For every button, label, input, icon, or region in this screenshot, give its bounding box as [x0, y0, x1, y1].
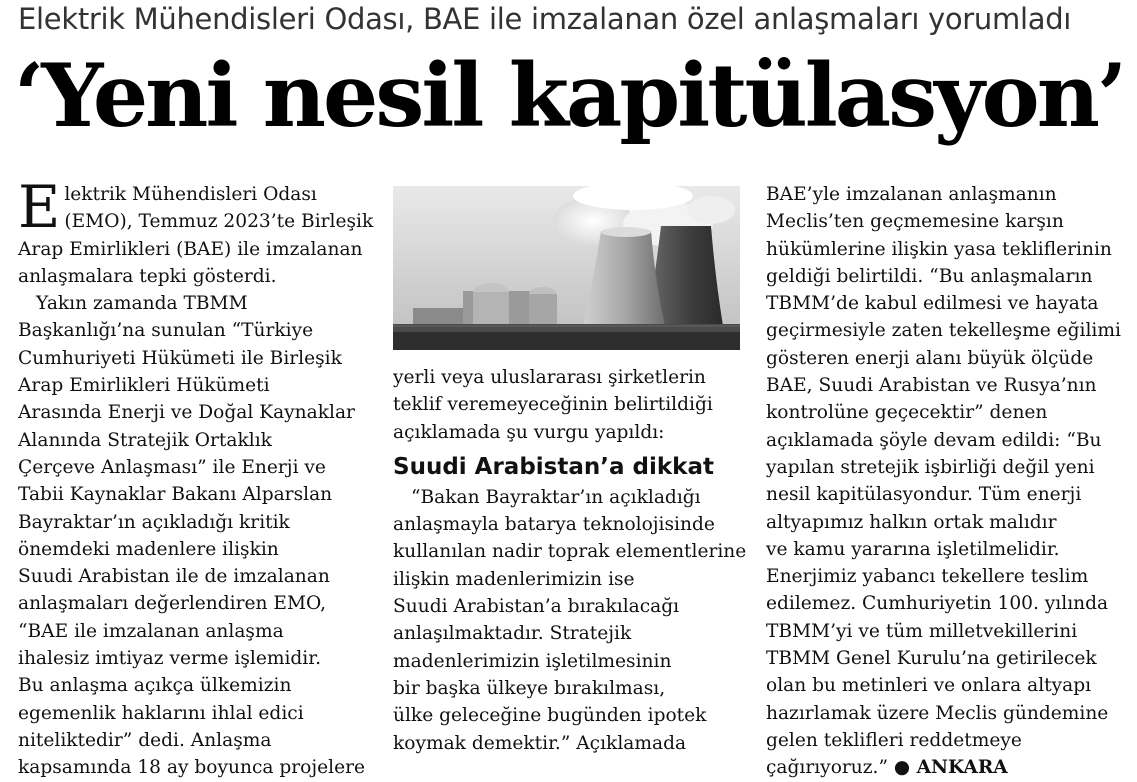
text-line: geldiği belirtildi. “Bu anlaşmaların	[766, 265, 1093, 287]
article-column-2	[393, 364, 748, 757]
headline: ‘Yeni nesil kapitülasyon’	[14, 44, 1125, 147]
text-line: niteliktedir” dedi. Anlaşma	[18, 729, 272, 751]
text-line: (EMO), Temmuz 2023’te Birleşik	[64, 211, 374, 233]
text-line: bir başka ülkeye bırakılması,	[393, 677, 666, 699]
text-line: anlaşmayla batarya teknolojisinde	[393, 514, 715, 536]
text-line: açıklamada şu vurgu yapıldı:	[393, 421, 665, 443]
text-line: Bayraktar’ın açıkladığı kritik	[18, 511, 290, 533]
drop-cap: E	[18, 173, 61, 241]
power-plant-photo	[393, 186, 740, 350]
text-line: Suudi Arabistan ile de imzalanan	[18, 566, 330, 588]
text-line: nesil kapitülasyondur. Tüm enerji	[766, 484, 1082, 506]
article-column-3	[766, 181, 1131, 782]
text-line: altyapımız halkın ortak malıdır	[766, 511, 1057, 533]
text-line: Arap Emirlikleri Hükümeti	[18, 375, 270, 397]
text-line: egemenlik haklarını ihlal edici	[18, 702, 304, 724]
text-line: yerli veya uluslararası şirketlerin	[393, 367, 706, 388]
text-line: Suudi Arabistan’a bırakılacağı	[393, 596, 680, 618]
text-line: yapılan stretejik işbirliği değil yeni	[766, 456, 1095, 478]
byline: ● ANKARA	[893, 757, 1008, 779]
text-line: Meclis’ten geçmemesine karşın	[766, 211, 1064, 233]
text-line: anlaşmalara tepki gösterdi.	[18, 265, 277, 287]
text-line: Alanında Stratejik Ortaklık	[18, 429, 272, 451]
text-line: ve kamu yararına işletilmelidir.	[766, 538, 1060, 560]
text-line: Çerçeve Anlaşması” ile Enerji ve	[18, 456, 326, 478]
text-line: BAE’yle imzalanan anlaşmanın	[766, 184, 1057, 205]
kicker: Elektrik Mühendisleri Odası, BAE ile imzalanan özel anlaşmaları yorumladı	[18, 2, 1072, 36]
text-line: Cumhuriyeti Hükümeti ile Birleşik	[18, 347, 342, 369]
text-line: koymak demektir.” Açıklamada	[393, 732, 687, 754]
text-line: hükümlerine ilişkin yasa tekliflerinin	[766, 238, 1112, 260]
text-line: TBMM Genel Kurulu’na getirilecek	[766, 648, 1097, 670]
text-line: kontrolüne geçecektir” denen	[766, 402, 1048, 424]
text-line: “Bakan Bayraktar’ın açıkladığı	[411, 486, 701, 508]
text-line: geçirmesiyle zaten tekelleşme eğilimi	[766, 320, 1121, 342]
text-line: ilişkin madenlerimizin ise	[393, 568, 635, 590]
text-line: olan bu metinleri ve onlara altyapı	[766, 675, 1092, 697]
text-line: “BAE ile imzalanan anlaşma	[18, 620, 284, 642]
text-line: ülke geleceğine bugünden ipotek	[393, 705, 707, 727]
text-line: Bu anlaşma açıkça ülkemizin	[18, 675, 292, 697]
text-line: kullanılan nadir toprak elementlerine	[393, 541, 747, 563]
text-line: çağırıyoruz.”	[766, 757, 888, 779]
text-line: ihalesiz imtiyaz verme işlemidir.	[18, 648, 322, 670]
text-line: kapsamında 18 ay boyunca projelere	[18, 757, 365, 779]
closing-line	[766, 754, 1131, 781]
text-line: açıklamada şöyle devam edildi: “Bu	[766, 429, 1102, 451]
text-line: anlaşmaları değerlendiren EMO,	[18, 593, 327, 615]
text-line: anlaşılmaktadır. Stratejik	[393, 623, 632, 645]
text-line: BAE, Suudi Arabistan ve Rusya’nın	[766, 375, 1097, 397]
text-line: Yakın zamanda TBMM	[36, 293, 248, 315]
text-line: Başkanlığı’na sunulan “Türkiye	[18, 320, 314, 342]
text-line: Arasında Enerji ve Doğal Kaynaklar	[18, 402, 355, 424]
text-line: hazırlamak üzere Meclis gündemine	[766, 702, 1109, 724]
text-line: TBMM’yi ve tüm milletvekillerini	[766, 620, 1078, 642]
subheading: Suudi Arabistan’a dikkat	[393, 453, 714, 480]
text-line: TBMM’de kabul edilmesi ve hayata	[766, 293, 1099, 315]
text-line: önemdeki madenlere ilişkin	[18, 538, 279, 560]
text-line: madenlerimizin işletilmesinin	[393, 650, 672, 672]
text-line: lektrik Mühendisleri Odası	[64, 184, 317, 205]
text-line: edilemez. Cumhuriyetin 100. yılında	[766, 593, 1109, 615]
text-line: gelen teklifleri reddetmeye	[766, 729, 1022, 751]
text-line: Enerjimiz yabancı tekellere teslim	[766, 566, 1089, 588]
text-line: Tabii Kaynaklar Bakanı Alparslan	[18, 484, 333, 506]
text-line: gösteren enerji alanı büyük ölçüde	[766, 347, 1094, 369]
text-line: teklif veremeyeceğinin belirtildiği	[393, 394, 713, 416]
article-column-1	[18, 173, 374, 782]
text-line: Arap Emirlikleri (BAE) ile imzalanan	[18, 238, 363, 260]
